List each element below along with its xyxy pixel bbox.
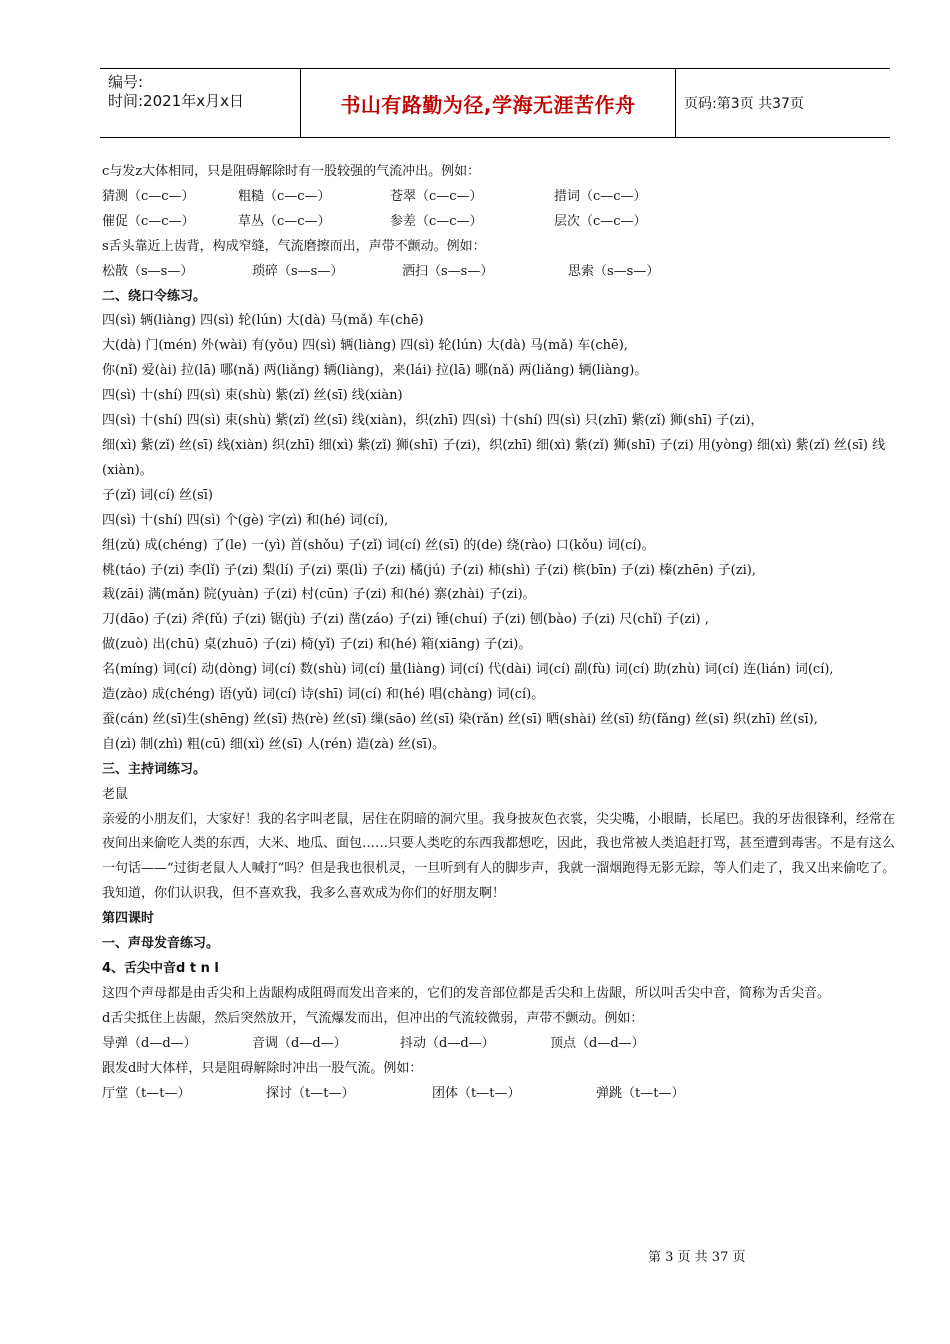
section-heading: 一、声母发音练习。 (102, 936, 220, 952)
paragraph: 大(dà) 门(mén) 外(wài) 有(yǒu) 四(sì) 辆(liàng) 四(sì) 轮(lún) 大(dà) 马(mǎ) 车(chē), (102, 338, 628, 354)
paragraph: 四(sì) 十(shí) 四(sì) 个(gè) 字(zì) 和(hé) 词(cí), (102, 512, 389, 528)
paragraph: 四(sì) 十(shí) 四(sì) 束(shù) 紫(zǐ) 丝(sī) 线(xiàn)，织(zhī) 四(sì) 十(shí) 四(sì) 只(zhī) 紫(zǐ) 狮(shī) 子(zi)， (102, 413, 764, 429)
example-word: 音调（d—d—） (252, 1035, 347, 1051)
example-word: 层次（c—c—） (554, 213, 647, 229)
paragraph: 子(zǐ) 词(cí) 丝(sī) (102, 487, 213, 503)
example-row (102, 210, 898, 235)
example-word: 催促（c—c—） (102, 213, 195, 229)
paragraph: 亲爱的小朋友们，大家好！我的名字叫老鼠，居住在阴暗的洞穴里。我身披灰色衣裳，尖尖嘴，小眼睛，长尾巴。我的牙齿很锋利，经常在夜间出来偷吃人类的东西，大米、地瓜、面包……只要人类吃的东西我都想吃，因此，我也常被人类追赶打骂，甚至遭到毒害。不是有这么一句话——“过街老鼠人人喊打”吗？但是我也很机灵，一旦听到有人的脚步声，我就一溜烟跑得无影无踪，等人们走了，我又出来偷吃了。我知道，你们认识我，但不喜欢我，我多么喜欢成为你们的好朋友啊！ (102, 811, 896, 902)
header-meta (100, 69, 301, 137)
section-heading: 二、绕口令练习。 (102, 288, 207, 304)
header-motto: 书山有路勤为径,学海无涯苦作舟 (301, 69, 676, 137)
paragraph: 栽(zāi) 满(mǎn) 院(yuàn) 子(zi) 村(cūn) 子(zi) 和(hé) 寨(zhài) 子(zi)。 (102, 587, 536, 603)
paragraph: s舌头靠近上齿背，构成窄缝，气流磨擦而出，声带不颤动。例如： (102, 238, 486, 254)
page-footer: 第 3 页 共 37 页 (648, 1250, 746, 1265)
paragraph: 老鼠 (102, 786, 129, 802)
example-word: 抖动（d—d—） (400, 1035, 495, 1051)
example-word: 参差（c—c—） (390, 213, 483, 229)
example-word: 草丛（c—c—） (238, 213, 331, 229)
paragraph: d舌尖抵住上齿龈，然后突然放开，气流爆发而出，但冲出的气流较微弱，声带不颤动。例如： (102, 1010, 644, 1026)
subsection-heading: 4、舌尖中音d t n l (102, 961, 219, 976)
paragraph: 跟发d时大体样，只是阻碍解除时冲出一股气流。例如： (102, 1060, 423, 1076)
paragraph: 做(zuò) 出(chū) 桌(zhuō) 子(zi) 椅(yǐ) 子(zi) 和(hé) 箱(xiāng) 子(zi)。 (102, 637, 532, 653)
time-label: 时间:2021年x月x日 (108, 92, 244, 110)
example-word: 厅堂（t—t—） (102, 1085, 191, 1101)
paragraph: c与发z大体相同，只是阻碍解除时有一股较强的气流冲出。例如： (102, 164, 481, 179)
paragraph: 桃(táo) 子(zi) 李(lǐ) 子(zi) 梨(lí) 子(zi) 栗(lì) 子(zi) 橘(jú) 子(zi) 柿(shì) 子(zi) 槟(bīn) 子(zi) 榛(zhēn) 子(zi), (102, 562, 756, 578)
paragraph: 你(nǐ) 爱(ài) 拉(lā) 哪(nǎ) 两(liǎng) 辆(liàng)，来(lái) 拉(lā) 哪(nǎ) 两(liǎng) 辆(liàng)。 (102, 363, 648, 379)
paragraph: 组(zǔ) 成(chéng) 了(le) 一(yì) 首(shǒu) 子(zǐ) 词(cí) 丝(sī) 的(de) 绕(rào) 口(kǒu) 词(cí)。 (102, 537, 655, 553)
example-word: 弹跳（t—t—） (596, 1085, 685, 1101)
paragraph: 蚕(cán) 丝(sī)生(shēng) 丝(sī) 热(rè) 丝(sī) 缫(sāo) 丝(sī) 染(rǎn) 丝(sī) 晒(shài) 丝(sī) 纺(fǎng) 丝(sī) 织(zhī) 丝(sī), (102, 711, 818, 727)
example-row (102, 1082, 898, 1107)
paragraph: 四(sì) 十(shí) 四(sì) 束(shù) 紫(zǐ) 丝(sī) 线(xiàn) (102, 388, 403, 404)
page-header (100, 68, 890, 138)
example-row (102, 185, 898, 210)
document-body (102, 160, 898, 1106)
header-page-info: 页码:第3页 共37页 (684, 96, 804, 112)
paragraph: 细(xì) 紫(zǐ) 丝(sī) 线(xiàn) 织(zhī) 细(xì) 紫(zǐ) 狮(shī) 子(zi)，织(zhī) 细(xì) 紫(zǐ) 狮(shī) 子(zi) 用(yòng) 细(xì) 紫(zǐ) 丝(sī) 线(xiàn)。 (102, 437, 886, 478)
example-word: 琐碎（s—s—） (252, 263, 344, 279)
paragraph: 刀(dāo) 子(zi) 斧(fǔ) 子(zi) 锯(jù) 子(zi) 凿(záo) 子(zi) 锤(chuí) 子(zi) 刨(bào) 子(zi) 尺(chǐ) 子(zi) , (102, 612, 709, 628)
example-word: 导弹（d—d—） (102, 1035, 197, 1051)
lesson-heading: 第四课时 (102, 911, 155, 927)
example-word: 苍翠（c—c—） (390, 188, 483, 204)
paragraph: 自(zì) 制(zhì) 粗(cū) 细(xì) 丝(sī) 人(rén) 造(zà) 丝(sī)。 (102, 736, 446, 752)
section-heading: 三、主持词练习。 (102, 761, 207, 777)
example-word: 探讨（t—t—） (266, 1085, 355, 1101)
example-word: 团体（t—t—） (432, 1085, 521, 1101)
example-row (102, 260, 898, 285)
number-label: 编号: (108, 73, 144, 91)
example-word: 松散（s—s—） (102, 263, 194, 279)
paragraph: 造(zào) 成(chéng) 语(yǔ) 词(cí) 诗(shī) 词(cí) 和(hé) 唱(chàng) 词(cí)。 (102, 687, 545, 703)
paragraph: 这四个声母都是由舌尖和上齿龈构成阻碍而发出音来的，它们的发音部位都是舌尖和上齿龈，所以叫舌尖中音，简称为舌尖音。 (102, 985, 831, 1001)
example-word: 思索（s—s—） (568, 263, 660, 279)
example-word: 措词（c—c—） (554, 188, 647, 204)
paragraph: 名(míng) 词(cí) 动(dòng) 词(cí) 数(shù) 词(cí) 量(liàng) 词(cí) 代(dài) 词(cí) 副(fù) 词(cí) 助(zhù) 词(cí) 连(lián) 词(cí), (102, 662, 834, 678)
example-word: 顶点（d—d—） (550, 1035, 645, 1051)
example-row (102, 1032, 898, 1057)
example-word: 洒扫（s—s—） (402, 263, 494, 279)
paragraph: 四(sì) 辆(liàng) 四(sì) 轮(lún) 大(dà) 马(mǎ) 车(chē) (102, 313, 424, 329)
example-word: 粗糙（c—c—） (238, 188, 331, 204)
example-word: 猜测（c—c—） (102, 188, 195, 204)
